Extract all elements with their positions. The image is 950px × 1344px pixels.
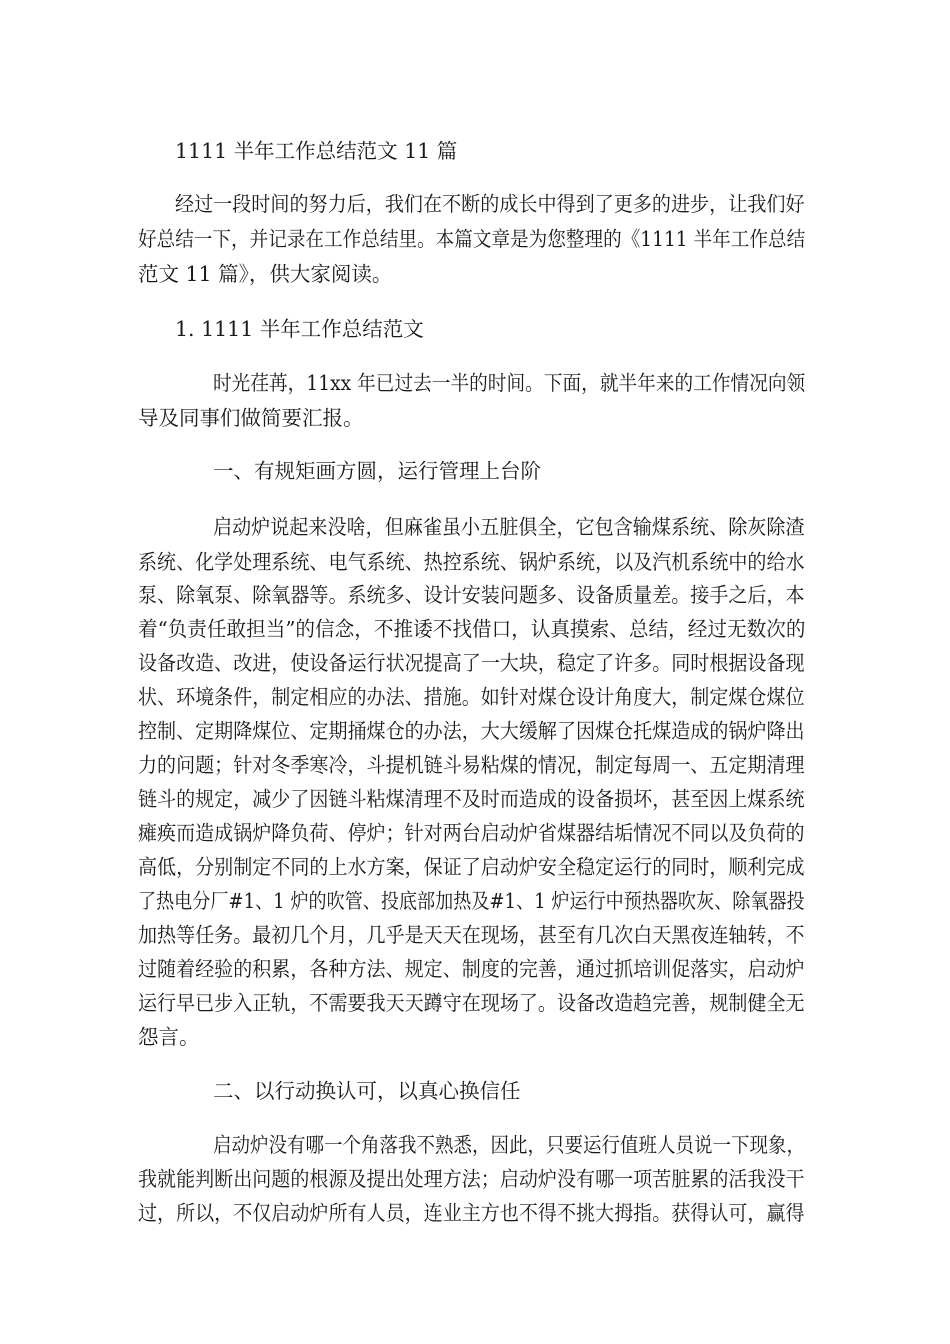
para2-line-11: 高低，分别制定不同的上水方案，保证了启动炉安全稳定运行的同时，顺利完成 [138, 855, 805, 879]
heading-1: 一、有规矩画方圆，运行管理上台阶 [213, 459, 541, 483]
para1-line-2: 导及同事们做简要汇报。 [138, 406, 364, 430]
para2-line-15: 运行早已步入正轨，不需要我天天蹲守在现场了。设备改造趋完善，规制健全无 [138, 991, 805, 1015]
para2-line-2: 系统、化学处理系统、电气系统、热控系统、锅炉系统，以及汽机系统中的给水 [138, 550, 805, 574]
document-title: 1111 半年工作总结范文 11 篇 [175, 139, 458, 163]
para3-line-2: 我就能判断出问题的根源及提出处理方法；启动炉没有哪一项苦脏累的活我没干 [138, 1167, 805, 1191]
intro-line-1: 经过一段时间的努力后，我们在不断的成长中得到了更多的进步，让我们好 [175, 192, 805, 216]
heading-2: 二、以行动换认可，以真心换信任 [213, 1079, 521, 1103]
para2-line-13: 加热等任务。最初几个月，几乎是天天在现场，甚至有几次白天黑夜连轴转，不 [138, 923, 805, 947]
para2-line-12: 了热电分厂#1、1 炉的吹管、投底部加热及#1、1 炉运行中预热器吹灰、除氧器投 [138, 889, 805, 913]
para2-line-10: 瘫痪而造成锅炉降负荷、停炉；针对两台启动炉省煤器结垢情况不同以及负荷的 [138, 821, 805, 845]
para2-line-6: 状、环境条件，制定相应的办法、措施。如针对煤仓设计角度大，制定煤仓煤位 [138, 685, 805, 709]
intro-line-3: 范文 11 篇》，供大家阅读。 [138, 262, 393, 286]
para2-line-16: 怨言。 [138, 1025, 200, 1049]
para2-line-4: 着“负责任敢担当”的信念，不推诿不找借口，认真摸索、总结，经过无数次的 [138, 617, 806, 641]
para2-line-7: 控制、定期降煤位、定期捅煤仓的办法，大大缓解了因煤仓托煤造成的锅炉降出 [138, 719, 805, 743]
para3-line-1: 启动炉没有哪一个角落我不熟悉，因此，只要运行值班人员说一下现象， [213, 1133, 805, 1157]
para1-line-1: 时光荏苒，11xx 年已过去一半的时间。下面，就半年来的工作情况向领 [213, 371, 806, 395]
para2-line-14: 过随着经验的积累，各种方法、规定、制度的完善，通过抓培训促落实，启动炉 [138, 957, 805, 981]
para2-line-8: 力的问题；针对冬季寒冷，斗提机链斗易粘煤的情况，制定每周一、五定期清理 [138, 753, 805, 777]
intro-line-2: 好总结一下，并记录在工作总结里。本篇文章是为您整理的《1111 半年工作总结 [138, 227, 806, 251]
para2-line-5: 设备改造、改进，使设备运行状况提高了一大块，稳定了许多。同时根据设备现 [138, 651, 805, 675]
para2-line-1: 启动炉说起来没啥，但麻雀虽小五脏俱全，它包含输煤系统、除灰除渣 [213, 515, 805, 539]
para3-line-3: 过，所以，不仅启动炉所有人员，连业主方也不得不挑大拇指。获得认可，赢得 [138, 1201, 805, 1225]
section-title: 1. 1111 半年工作总结范文 [175, 317, 424, 341]
para2-line-9: 链斗的规定，减少了因链斗粘煤清理不及时而造成的设备损坏，甚至因上煤系统 [138, 787, 805, 811]
para2-line-3: 泵、除氧泵、除氧器等。系统多、设计安装问题多、设备质量差。接手之后，本 [138, 583, 805, 607]
